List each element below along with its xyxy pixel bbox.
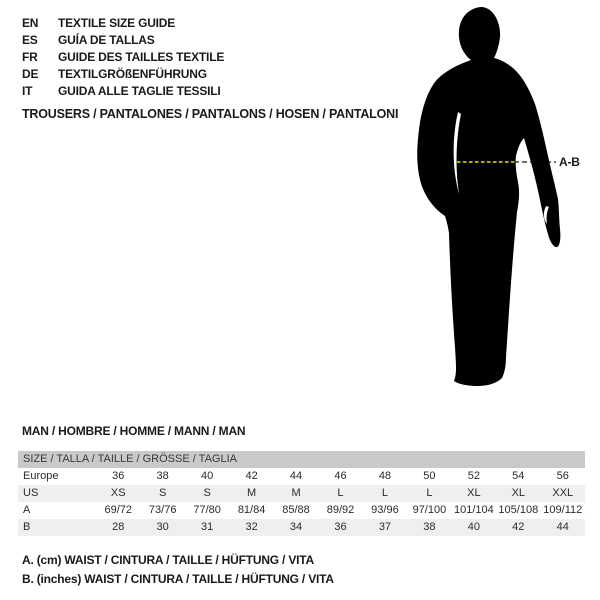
size-cell: 52 bbox=[467, 470, 480, 482]
language-code: DE bbox=[22, 67, 39, 81]
size-cell: 54 bbox=[512, 470, 525, 482]
size-cell: 38 bbox=[156, 470, 169, 482]
language-label: TEXTILE SIZE GUIDE bbox=[58, 16, 176, 30]
size-cell: 28 bbox=[112, 521, 125, 533]
language-label: GUÍA DE TALLAS bbox=[58, 33, 155, 47]
size-cell: L bbox=[426, 487, 433, 499]
size-cell: 73/76 bbox=[148, 504, 177, 516]
man-silhouette bbox=[417, 7, 560, 386]
size-cell: 77/80 bbox=[193, 504, 221, 516]
size-cell: 30 bbox=[156, 521, 169, 533]
size-cell: 44 bbox=[556, 521, 569, 533]
size-cell: 81/84 bbox=[237, 504, 266, 516]
note-b-inches: B. (inches) WAIST / CINTURA / TAILLE / HÜFTUNG / VITA bbox=[22, 572, 334, 586]
row-label: Europe bbox=[23, 470, 59, 482]
language-code: ES bbox=[22, 33, 38, 47]
size-cell: M bbox=[247, 487, 257, 499]
size-cell: 48 bbox=[378, 470, 392, 482]
size-cell: 32 bbox=[245, 521, 258, 533]
language-code: IT bbox=[22, 84, 33, 98]
size-cell: 69/72 bbox=[104, 504, 132, 516]
language-label: TEXTILGRÖßENFÜHRUNG bbox=[58, 67, 207, 81]
size-cell: XXL bbox=[552, 487, 574, 499]
size-cell: 50 bbox=[423, 470, 436, 482]
row-label: B bbox=[23, 521, 31, 533]
size-cell: 101/104 bbox=[453, 504, 494, 516]
size-cell: 36 bbox=[334, 521, 347, 533]
size-cell: 105/108 bbox=[498, 504, 539, 516]
size-table-header: SIZE / TALLA / TAILLE / GRÖSSE / TAGLIA bbox=[18, 451, 585, 468]
table-row-us bbox=[18, 485, 585, 502]
size-cell: 93/96 bbox=[371, 504, 399, 516]
size-cell: S bbox=[159, 487, 167, 499]
size-cell: 97/100 bbox=[412, 504, 447, 516]
language-code: EN bbox=[22, 16, 39, 30]
language-label: GUIDE DES TAILLES TEXTILE bbox=[58, 50, 225, 64]
language-label: GUIDA ALLE TAGLIE TESSILI bbox=[58, 84, 221, 98]
size-cell: 31 bbox=[201, 521, 214, 533]
gender-section-title: MAN / HOMBRE / HOMME / MANN / MAN bbox=[22, 424, 246, 438]
size-cell: 56 bbox=[556, 470, 569, 482]
size-cell: 40 bbox=[201, 470, 214, 482]
size-cell: 85/88 bbox=[282, 504, 310, 516]
size-cell: 37 bbox=[378, 521, 392, 533]
size-cell: 40 bbox=[467, 521, 480, 533]
size-cell: XL bbox=[511, 487, 526, 499]
size-cell: XL bbox=[467, 487, 481, 499]
size-cell: 38 bbox=[423, 521, 436, 533]
size-cell: 36 bbox=[112, 470, 125, 482]
size-cell: 42 bbox=[245, 470, 258, 482]
measure-label: A-B bbox=[559, 155, 580, 169]
row-label: A bbox=[23, 504, 31, 516]
table-row-a-cm bbox=[18, 502, 585, 519]
size-cell: L bbox=[381, 487, 388, 499]
row-label: US bbox=[23, 487, 39, 499]
size-table bbox=[18, 451, 585, 536]
language-code: FR bbox=[22, 50, 38, 64]
size-cell: 34 bbox=[289, 521, 303, 533]
size-cell: 44 bbox=[289, 470, 303, 482]
table-row-b-inches bbox=[18, 519, 585, 536]
size-cell: 46 bbox=[334, 470, 347, 482]
size-cell: 89/92 bbox=[326, 504, 355, 516]
size-cell: M bbox=[291, 487, 301, 499]
size-cell: L bbox=[337, 487, 344, 499]
measurement-notes bbox=[22, 551, 334, 589]
garment-type-title: TROUSERS / PANTALONES / PANTALONS / HOSEN / PANTALONI bbox=[22, 107, 399, 121]
note-a-cm: A. (cm) WAIST / CINTURA / TAILLE / HÜFTUNG / VITA bbox=[22, 553, 314, 567]
size-cell: S bbox=[203, 487, 211, 499]
size-cell: 109/112 bbox=[543, 504, 583, 516]
size-cell: 42 bbox=[512, 521, 525, 533]
size-cell: XS bbox=[110, 487, 126, 499]
table-row-europe bbox=[18, 468, 585, 485]
